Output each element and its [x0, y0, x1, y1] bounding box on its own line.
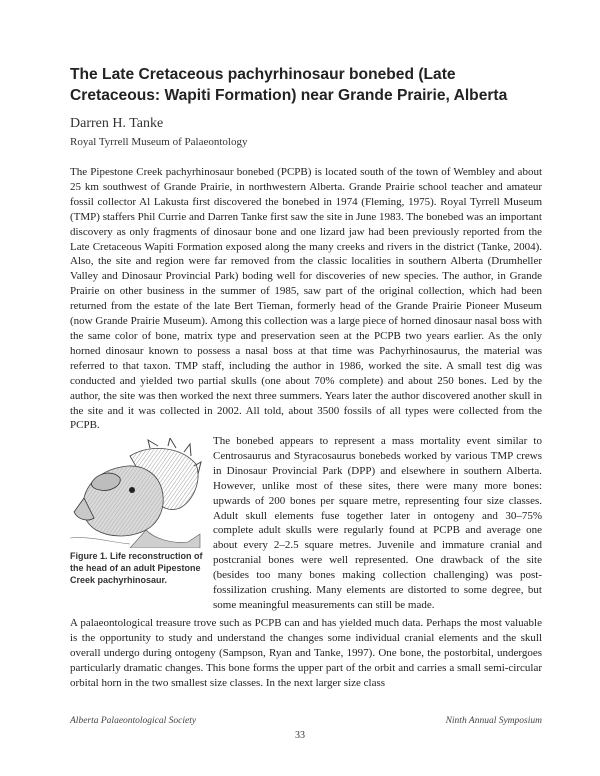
- figure-caption: Figure 1. Life reconstruction of the head of an adult Pipestone Creek pachyrhinosaur.: [70, 551, 203, 585]
- footer-society: Alberta Palaeontological Society: [70, 716, 197, 726]
- footer-symposium: Ninth Annual Symposium: [445, 716, 542, 726]
- page-number: 33: [295, 730, 305, 741]
- body-paragraph-2: The bonebed appears to represent a mass mortality event similar to Centrosaurus and Styracosaurus bonebeds worked by various TMP crews in Dinosaur Provincial Park (DPP) and elsewhere in southern Alberta. However, unlike most of these sites, there were many more bones: upwards of 200 bones per square metre, representing four size classes. Adult skull elements fuse together later in ontogeny and 30–75% complete adult skulls were regularly found at PCPB and average one about every 2–2.5 square metres. Juvenile and immature cranial and postcranial bones were well represented. One drawback of the site (besides too many bones making collection challenging) was post-fossilization crushing. Many elements are distorted to some degree, but some meaningful measurements can still be made.: [213, 435, 542, 611]
- pachyrhinosaur-head-drawing: [70, 438, 202, 548]
- body-paragraph-3: A palaeontological treasure trove such as PCPB can and has yielded much data. Perhaps the most valuable is the opportunity to study and understand the changes some individual cranial elements and the skull overall undergo during ontogeny (Sampson, Ryan and Tanke, 1997). One bone, the postorbital, undergoes particularly dramatic changes. This bone forms the upper part of the orbit and carries a small semi-circular orbital horn in the two smallest size classes. In the next larger size class: [70, 617, 542, 689]
- author-name: Darren H. Tanke: [70, 116, 164, 131]
- author-affiliation: Royal Tyrrell Museum of Palaeontology: [70, 136, 248, 148]
- figure-illustration: [70, 438, 202, 548]
- article-title: The Late Cretaceous pachyrhinosaur bonebed (Late Cretaceous: Wapiti Formation) near Grande Prairie, Alberta: [70, 66, 508, 104]
- body-paragraph-1: The Pipestone Creek pachyrhinosaur bonebed (PCPB) is located south of the town of Wembley and about 25 km southwest of Grande Prairie, in northwestern Alberta. Grande Prairie school teacher and amateur fossil collector Al Lakusta first discovered the bonebed in 1974 (Fleming, 1975). Royal Tyrrell Museum (TMP) staffers Phil Currie and Darren Tanke first saw the site in June 1983. The bonebed was an important discovery as only fragments of dinosaur bone and one lizard jaw had been previously reported from the Late Cretaceous Wapiti Formation exposed along the many creeks and rivers in the district (Tanke, 2004). Also, the site and region were far removed from the classic localities in southern Alberta (Drumheller Valley and Dinosaur Provincial Park) boding well for discoveries of new species. The author, in Grande Prairie on other business in the summer of 1985, saw part of the original collection, which had been returned from the estate of the late Bert Tieman, formerly head of the Grande Prairie Pioneer Museum (now Grande Prairie Museum). Among this collection was a large piece of horned dinosaur nasal boss with the same color of bone, matrix type and preservation seen at the PCPB two years earlier. As the only horned dinosaur known to possess a nasal boss at that time was Pachyrhinosaurus, the material was referred to that taxon. TMP staff, including the author in 1986, worked the site. A small test dig was conducted and yielded two partial skulls (one about 70% complete) and about 250 bones. Led by the author, the site was then worked the next three summers. Years later the author discovered another skull in the site and it was collected in 2002. All told, about 3500 fossils of all types were collected from the PCPB.: [70, 166, 542, 432]
